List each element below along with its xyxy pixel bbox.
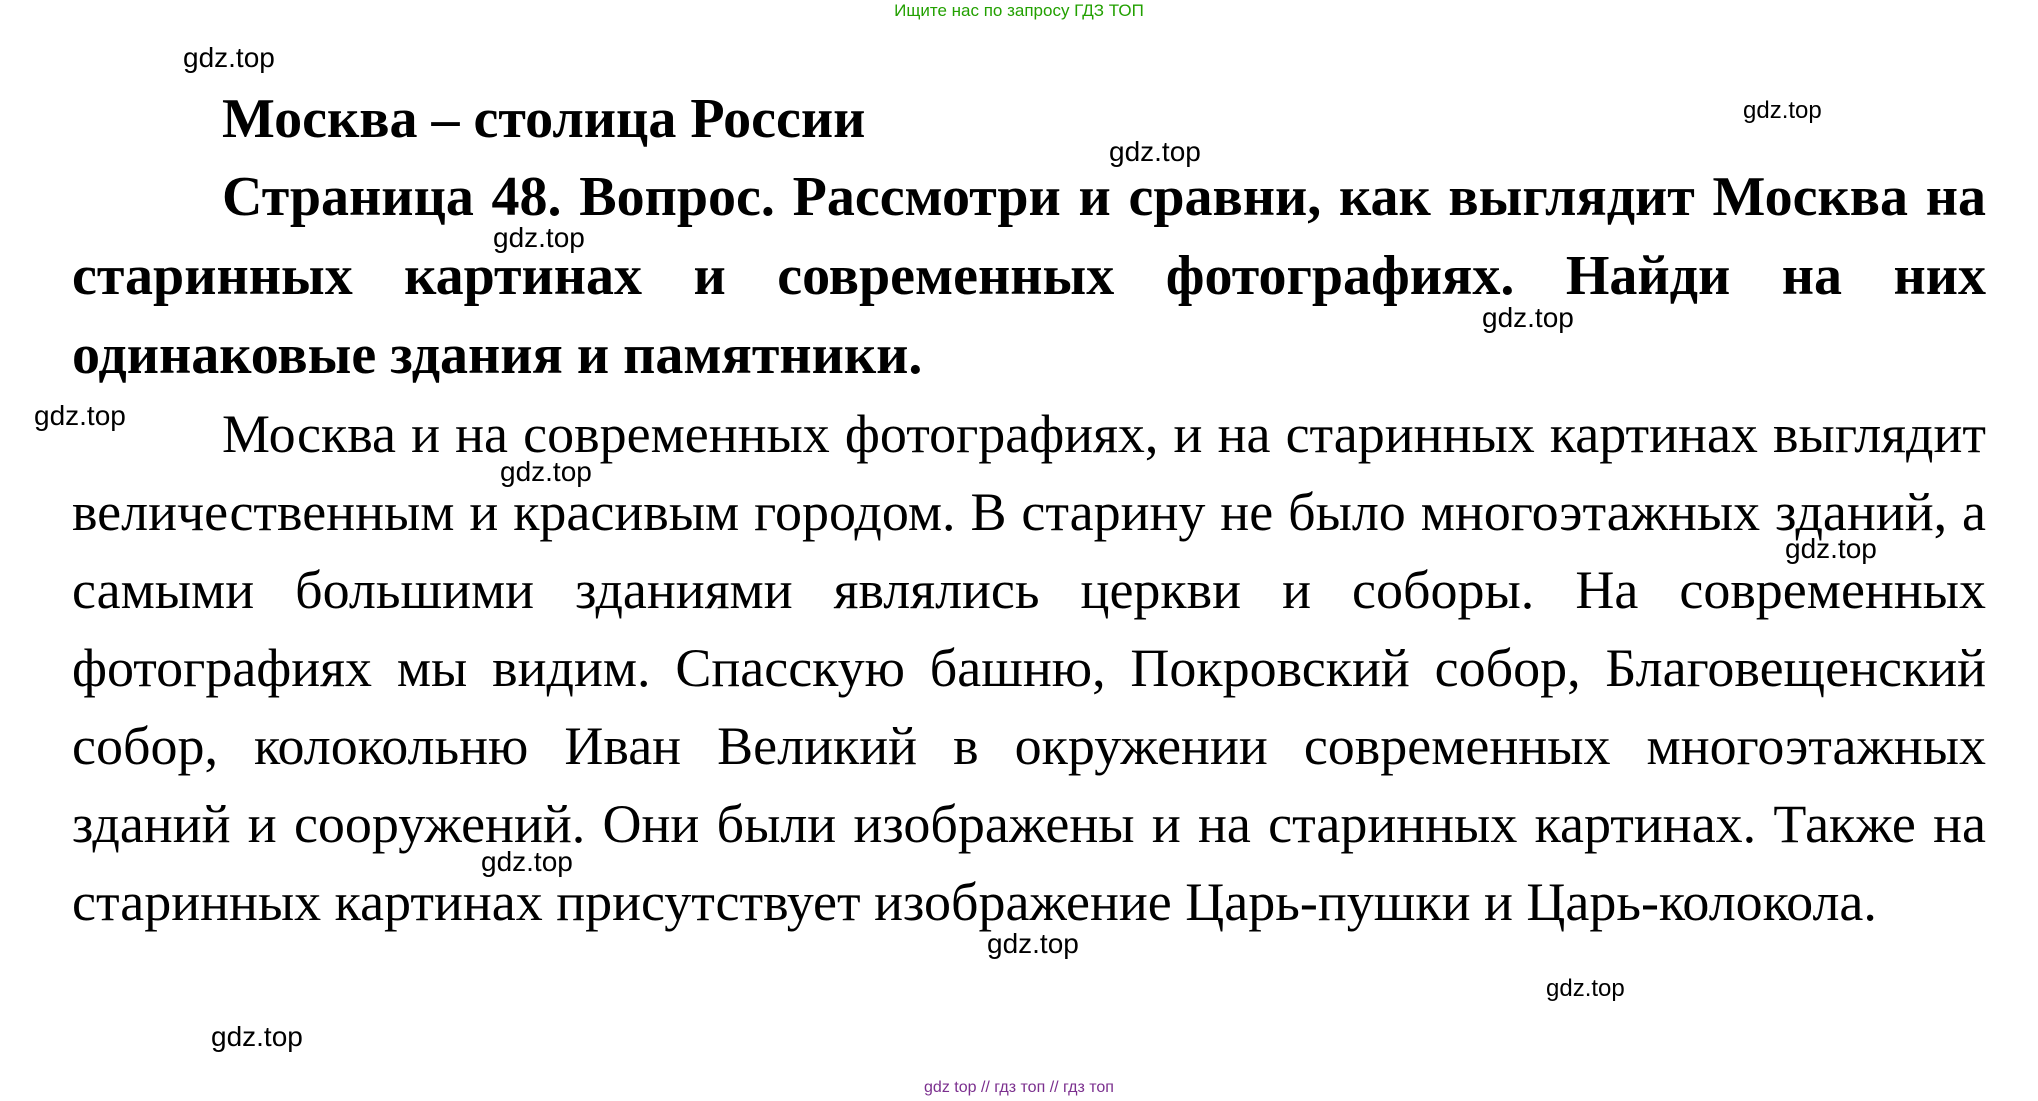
watermark: gdz.top (1482, 302, 1574, 333)
watermark: gdz.top (1743, 97, 1822, 124)
watermark: gdz.top (34, 400, 126, 431)
watermark: gdz.top (183, 42, 275, 73)
watermark: gdz.top (1546, 975, 1625, 1002)
top-banner: Ищите нас по запросу ГДЗ ТОП (894, 1, 1144, 20)
document-content (72, 80, 1986, 941)
watermark: gdz.top (500, 456, 592, 487)
watermark: gdz.top (481, 846, 573, 877)
answer-text: Москва и на современных фотографиях, и на старинных картинах выглядит величественным и красивым городом. В старину не было многоэтажных зданий, а самыми большими зданиями являлись церкви и соборы. На современных фотографиях мы видим. Спасскую башню, Покровский собор, Благовещенский собор, колокольню Иван Великий в окружении современных многоэтажных зданий и сооружений. Они были изображены и на старинных картинах. Также на старинных картинах присутствует изображение Царь-пушки и Царь-колокола. (72, 404, 1986, 932)
watermark: gdz.top (493, 222, 585, 253)
watermark: gdz.top (1109, 136, 1201, 167)
watermark: gdz.top (211, 1021, 303, 1052)
question-text: Страница 48. Вопрос. Рассмотри и сравни, как выглядит Москва на старинных картинах и современных фотографиях. Найди на них одинаковые здания и памятники. (72, 166, 1986, 386)
watermark: gdz.top (987, 928, 1079, 959)
page-title: Москва – столица России (222, 88, 866, 150)
bottom-banner: gdz top // гдз топ // гдз топ (924, 1079, 1114, 1096)
watermark: gdz.top (1785, 533, 1877, 564)
